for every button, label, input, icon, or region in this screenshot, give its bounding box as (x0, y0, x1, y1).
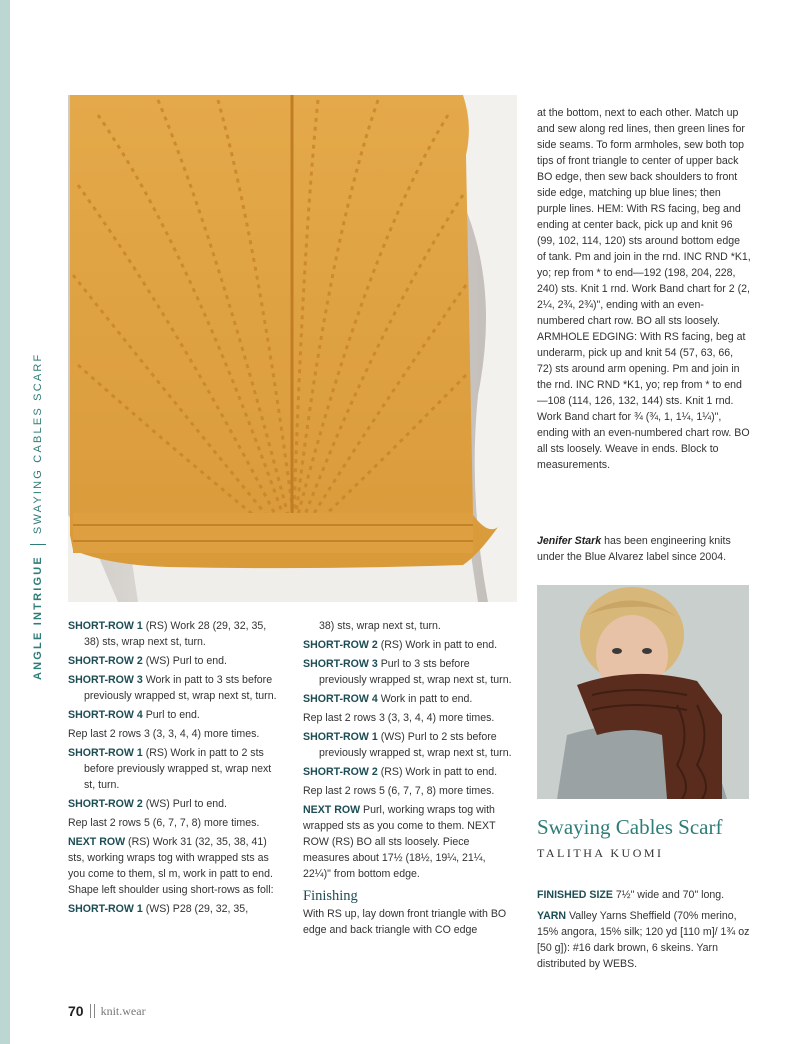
instruction: Rep last 2 rows 5 (6, 7, 7, 8) more times. (68, 817, 260, 829)
instruction: 38) sts, wrap next st, turn. (319, 620, 441, 632)
pattern-column-1 (68, 618, 278, 920)
instruction: SHORT-ROW 3 Purl to 3 sts before previously wrapped st, wrap next st, turn. (303, 658, 512, 686)
next-item-title: SWAYING CABLES SCARF (32, 352, 44, 535)
instruction: NEXT ROW Purl, working wraps tog with wrapped sts as you come to them. NEXT ROW (RS) BO all sts loosely. Piece measures about 17½ (18½, 19¼, 21¼, 22¼)" from bottom edge. (303, 804, 496, 880)
instruction: SHORT-ROW 2 (WS) Purl to end. (68, 798, 227, 810)
instruction: Rep last 2 rows 3 (3, 3, 4, 4) more times. (303, 712, 495, 724)
pattern-column-2 (303, 618, 515, 941)
scarf-title: Swaying Cables Scarf (537, 815, 723, 839)
designer-bio: Jenifer Stark has been engineering knits under the Blue Alvarez label since 2004. (537, 535, 731, 563)
tank-photo (68, 95, 517, 602)
scarf-photo (537, 585, 749, 799)
instruction: Rep last 2 rows 5 (6, 7, 7, 8) more times. (303, 785, 495, 797)
instruction: Rep last 2 rows 3 (3, 3, 4, 4) more times. (68, 728, 260, 740)
instruction: SHORT-ROW 2 (RS) Work in patt to end. (303, 639, 498, 651)
instruction: SHORT-ROW 1 (WS) P28 (29, 32, 35, (68, 903, 249, 915)
finishing-text: With RS up, lay down front triangle with BO edge and back triangle with CO edge (303, 908, 507, 936)
page-edge-strip (0, 0, 10, 1044)
section-title: ANGLE INTRIGUE (32, 555, 44, 680)
finished-size: FINISHED SIZE 7½" wide and 70" long. (537, 889, 725, 901)
scarf-author: TALITHA KUOMI (537, 846, 664, 860)
yarn-info: YARN Valley Yarns Sheffield (70% merino, 15% angora, 15% silk; 120 yd [110 m]/ 1¾ oz [50 g]): #16 dark brown, 6 skeins. Yarn distributed by WEBS. (537, 910, 750, 970)
designer-name: Jenifer Stark (537, 535, 602, 547)
page-number: 70 (68, 1003, 84, 1019)
footer-divider (90, 1004, 91, 1018)
instruction: SHORT-ROW 4 Purl to end. (68, 709, 200, 721)
pattern-column-3 (537, 105, 751, 476)
instruction: SHORT-ROW 4 Work in patt to end. (303, 693, 473, 705)
instruction: SHORT-ROW 2 (RS) Work in patt to end. (303, 766, 498, 778)
magazine-name: knit.wear (100, 1003, 146, 1018)
instruction: SHORT-ROW 1 (RS) Work in patt to 2 sts before previously wrapped st, wrap next st, turn. (68, 747, 272, 791)
finishing-continued: at the bottom, next to each other. Match up and sew along red lines, then green lines for side seams. To form armholes, sew both top tips of front triangle to center of upper back BO edge, then sew back shoulders to front side edge, matching up blue lines; then purple lines. HEM: With RS facing, beg and ending at center back, pick up and knit 96 (99, 102, 114, 120) sts around bottom edge of tank. Pm and join in the rnd. INC RND *K1, yo; rep from * to end—192 (198, 204, 228, 240) sts. Knit 1 rnd. Work Band chart for 2 (2, 2¼, 2¾, 2¾)", ending with an even-numbered chart row. BO all sts loosely. ARMHOLE EDGING: With RS facing, beg at underarm, pick up and knit 54 (57, 63, 66, 72) sts around arm opening. Pm and join in the rnd. INC RND *K1, yo; rep from * to end—108 (114, 126, 132, 144) sts. Knit 1 rnd. Work Band chart for ¾ (¾, 1, 1¼, 1¼)", ending with an even-numbered chart row. BO all sts loosely. Weave in ends. Block to measurements. (537, 107, 751, 471)
instruction: SHORT-ROW 1 (RS) Work 28 (29, 32, 35, 38) sts, wrap next st, turn. (68, 620, 267, 648)
section-tab (27, 340, 49, 680)
scarf-model-illustration (537, 585, 749, 799)
lace-tank-illustration (68, 95, 517, 602)
page-footer (68, 1003, 146, 1019)
section-divider (30, 544, 46, 545)
instruction: NEXT ROW (RS) Work 31 (32, 35, 38, 41) sts, working wraps tog with wrapped sts as you come to them, sl m, work in patt to end. Shape left shoulder using short-rows as foll: (68, 836, 274, 896)
instruction: SHORT-ROW 2 (WS) Purl to end. (68, 655, 227, 667)
finishing-heading: Finishing (303, 888, 358, 904)
footer-divider (94, 1004, 95, 1018)
instruction: SHORT-ROW 1 (WS) Purl to 2 sts before previously wrapped st, wrap next st, turn. (303, 731, 512, 759)
scarf-specs (537, 887, 751, 977)
instruction: SHORT-ROW 3 Work in patt to 3 sts before previously wrapped st, wrap next st, turn. (68, 674, 277, 702)
